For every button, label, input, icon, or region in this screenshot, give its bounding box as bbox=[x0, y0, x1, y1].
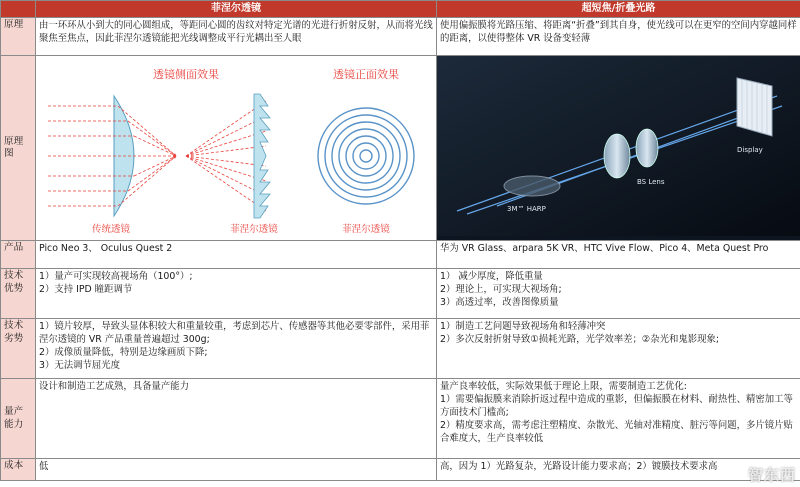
header-row bbox=[1, 1, 800, 18]
pancake-cost: 高，因为 1）光路复杂，光路设计能力要求高；2）镀膜技术要求高 bbox=[437, 459, 800, 481]
pancake-mass-3: 2）精度要求高，需考虑注塑精度、杂散光、光轴对准精度、脏污等问题，多片镜片贴合难度大，生产良率较低 bbox=[440, 420, 793, 444]
fresnel-side-figure bbox=[186, 94, 278, 235]
fresnel-tech-disadvantage bbox=[36, 319, 437, 379]
pancake-dis-1: 1）制造工艺问题导致视场角和轻薄冲突 bbox=[440, 321, 606, 332]
label-display: Display bbox=[737, 146, 763, 154]
label-tech-advantage: 技术优势 bbox=[1, 269, 36, 319]
fresnel-adv-1: 1）量产可实现较高视场角（100°）; bbox=[39, 271, 193, 282]
pancake-adv-3: 3）高透过率，改善图像质量 bbox=[440, 297, 559, 308]
label-mass-production: 量产能力 bbox=[1, 379, 36, 459]
fresnel-front-figure bbox=[318, 108, 414, 204]
row-mass-production bbox=[1, 379, 800, 459]
fresnel-products: Pico Neo 3、 Oculus Quest 2 bbox=[36, 241, 437, 269]
header-blank bbox=[1, 1, 36, 18]
lens-1-shape bbox=[604, 134, 630, 178]
caption-fresnel-front: 菲涅尔透镜 bbox=[342, 224, 390, 235]
caption-traditional: 传统透镜 bbox=[91, 224, 131, 235]
side-effect-title: 透镜侧面效果 bbox=[153, 68, 219, 81]
lens-2-shape bbox=[636, 129, 658, 167]
label-harp: 3M™ HARP bbox=[507, 205, 546, 213]
label-tech-disadvantage: 技术劣势 bbox=[1, 319, 36, 379]
traditional-lens-figure bbox=[48, 96, 176, 235]
fresnel-adv-2: 2）支持 IPD 瞳距调节 bbox=[39, 284, 133, 295]
label-diagram: 原理图 bbox=[1, 56, 36, 241]
pancake-diagram bbox=[437, 56, 800, 241]
fresnel-principle: 由一环环从小到大的同心圆组成，等距同心圆的齿纹对特定光谱的光进行折射反射，从而将光线聚焦至焦点，因此菲涅尔透镜能把光线调整成平行光耦出至人眼 bbox=[36, 18, 437, 56]
fresnel-dis-3: 3）无法调节屈光度 bbox=[39, 360, 120, 371]
harp-lens-shape bbox=[504, 176, 560, 196]
label-cost: 成本 bbox=[1, 459, 36, 481]
pancake-adv-1: 1） 减少厚度，降低重量 bbox=[440, 271, 543, 282]
row-tech-advantage bbox=[1, 269, 800, 319]
label-products: 产品 bbox=[1, 241, 36, 269]
fresnel-cost: 低 bbox=[36, 459, 437, 481]
row-tech-disadvantage bbox=[1, 319, 800, 379]
label-bs-lens: BS Lens bbox=[637, 178, 665, 186]
fresnel-dis-1: 1）镜片较厚，导致头显体积较大和重量较重，考虑到芯片、传感器等其他必要零部件，采用菲涅尔透镜的 VR 产品重量普遍超过 300g; bbox=[39, 321, 430, 345]
pancake-dis-2: 2）多次反射折射导致①损耗光路，光学效率差；②杂光和鬼影现象; bbox=[440, 334, 720, 345]
fresnel-dis-2: 2）成像质量降低，特别是边缘画质下降; bbox=[39, 347, 208, 358]
pancake-mass-2: 1）需要偏振膜来消除折返过程中造成的重影，但偏振膜在材料、耐热性、精密加工等方面技术门槛高; bbox=[440, 394, 793, 418]
fresnel-mass-production: 设计和制造工艺成熟，具备量产能力 bbox=[36, 379, 437, 459]
pancake-products: 华为 VR Glass、arpara 5K VR、HTC Vive Flow、Pico 4、Meta Quest Pro bbox=[437, 241, 800, 269]
row-cost bbox=[1, 459, 800, 481]
pancake-tech-disadvantage bbox=[437, 319, 800, 379]
pancake-mass-1: 量产良率较低，实际效果低于理论上限，需要制造工艺优化: bbox=[440, 381, 687, 392]
pancake-tech-advantage bbox=[437, 269, 800, 319]
fresnel-diagram bbox=[36, 56, 437, 241]
fresnel-diagram-svg bbox=[36, 56, 437, 236]
row-diagram bbox=[1, 56, 800, 241]
label-principle: 原理 bbox=[1, 18, 36, 56]
fresnel-tech-advantage bbox=[36, 269, 437, 319]
display-panel-shape bbox=[737, 78, 772, 136]
pancake-adv-2: 2）理论上，可实现大视场角; bbox=[440, 284, 562, 295]
watermark-logo: 智东西 bbox=[747, 466, 796, 484]
header-pancake: 超短焦/折叠光路 bbox=[437, 1, 800, 18]
header-fresnel: 菲涅尔透镜 bbox=[36, 1, 437, 18]
pancake-diagram-svg bbox=[437, 56, 800, 236]
caption-fresnel-side: 菲涅尔透镜 bbox=[230, 224, 278, 235]
front-effect-title: 透镜正面效果 bbox=[333, 68, 399, 81]
row-products bbox=[1, 241, 800, 269]
pancake-principle: 使用偏振膜将光路压缩、将距离“折叠”到其自身，使光线可以在更窄的空间内穿越同样的距离，以使得整体 VR 设备变轻薄 bbox=[437, 18, 800, 56]
row-principle bbox=[1, 18, 800, 56]
pancake-mass-production bbox=[437, 379, 800, 459]
